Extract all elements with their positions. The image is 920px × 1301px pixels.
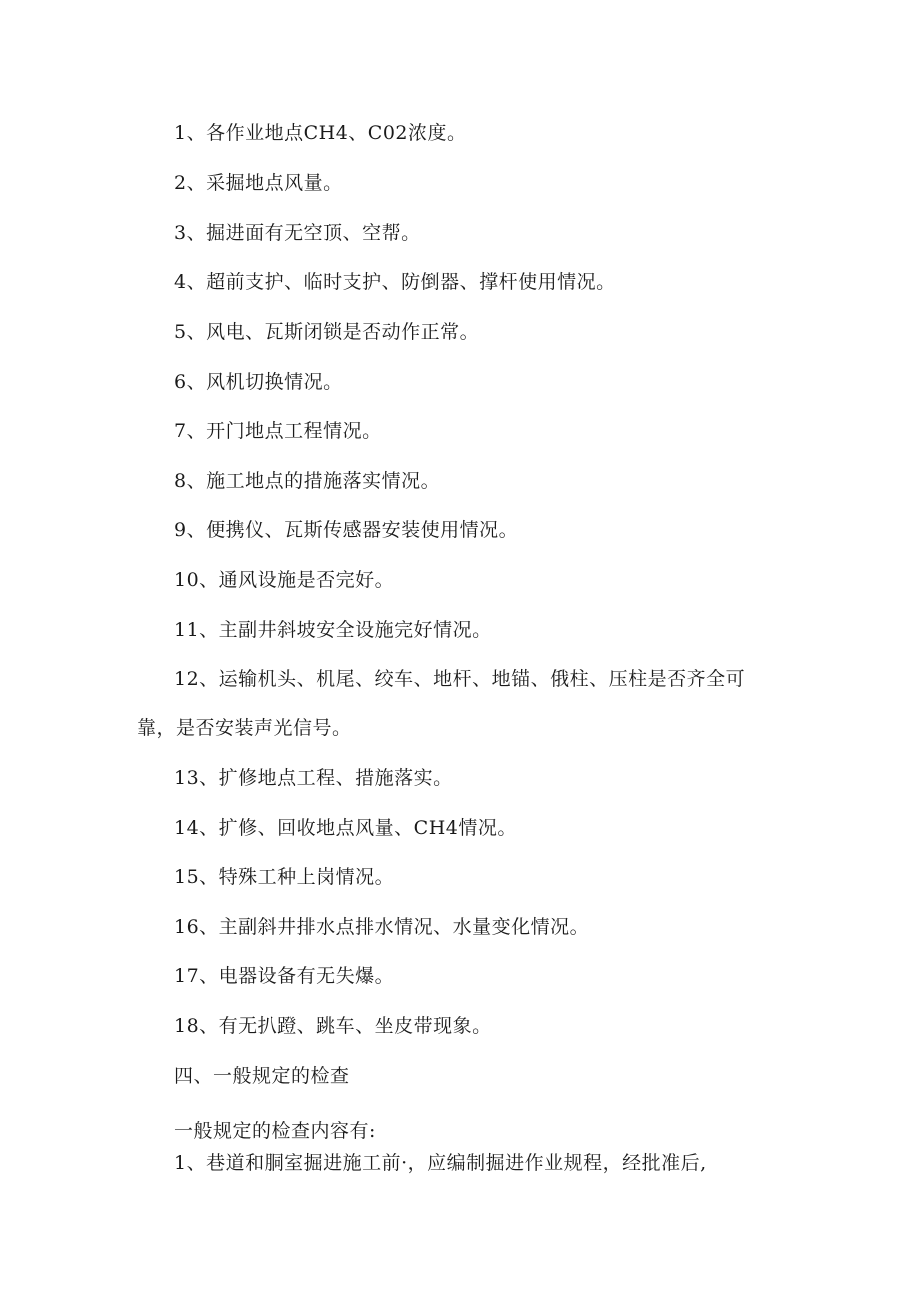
list-item-continuation: 靠，是否安装声光信号。 <box>137 717 352 739</box>
list-item: 3、掘进面有无空顶、空帮。 <box>174 222 421 244</box>
list-item: 10、通风设施是否完好。 <box>174 569 395 591</box>
list-item: 6、风机切换情况。 <box>174 371 343 393</box>
list-item: 15、特殊工种上岗情况。 <box>174 866 395 888</box>
list-item: 2、采掘地点风量。 <box>174 172 343 194</box>
list-item: 12、运输机头、机尾、绞车、地杆、地锚、俄柱、压柱是否齐全可 <box>174 668 746 690</box>
list-item: 11、主副井斜坡安全设施完好情况。 <box>174 619 492 641</box>
list-item: 5、风电、瓦斯闭锁是否动作正常。 <box>174 321 480 343</box>
list-item: 4、超前支护、临时支护、防倒器、撑杆使用情况。 <box>174 271 616 293</box>
list-item: 18、有无扒蹬、跳车、坐皮带现象。 <box>174 1015 492 1037</box>
list-item: 13、扩修地点工程、措施落实。 <box>174 767 453 789</box>
list-item: 8、施工地点的措施落实情况。 <box>174 470 441 492</box>
list-item: 7、开门地点工程情况。 <box>174 420 382 442</box>
list-item: 16、主副斜井排水点排水情况、水量变化情况。 <box>174 916 590 938</box>
list-item: 1、各作业地点CH4、C02浓度。 <box>174 122 467 144</box>
section-intro: 一般规定的检查内容有: <box>174 1120 376 1142</box>
list-item: 17、电器设备有无失爆。 <box>174 965 395 987</box>
list-item: 9、便携仪、瓦斯传感器安装使用情况。 <box>174 519 519 541</box>
list-item: 14、扩修、回收地点风量、CH4情况。 <box>174 817 517 839</box>
rule-item: 1、巷道和胴室掘进施工前·，应编制掘进作业规程，经批准后, <box>174 1152 707 1174</box>
section-heading: 四、一般规定的检查 <box>174 1065 350 1087</box>
